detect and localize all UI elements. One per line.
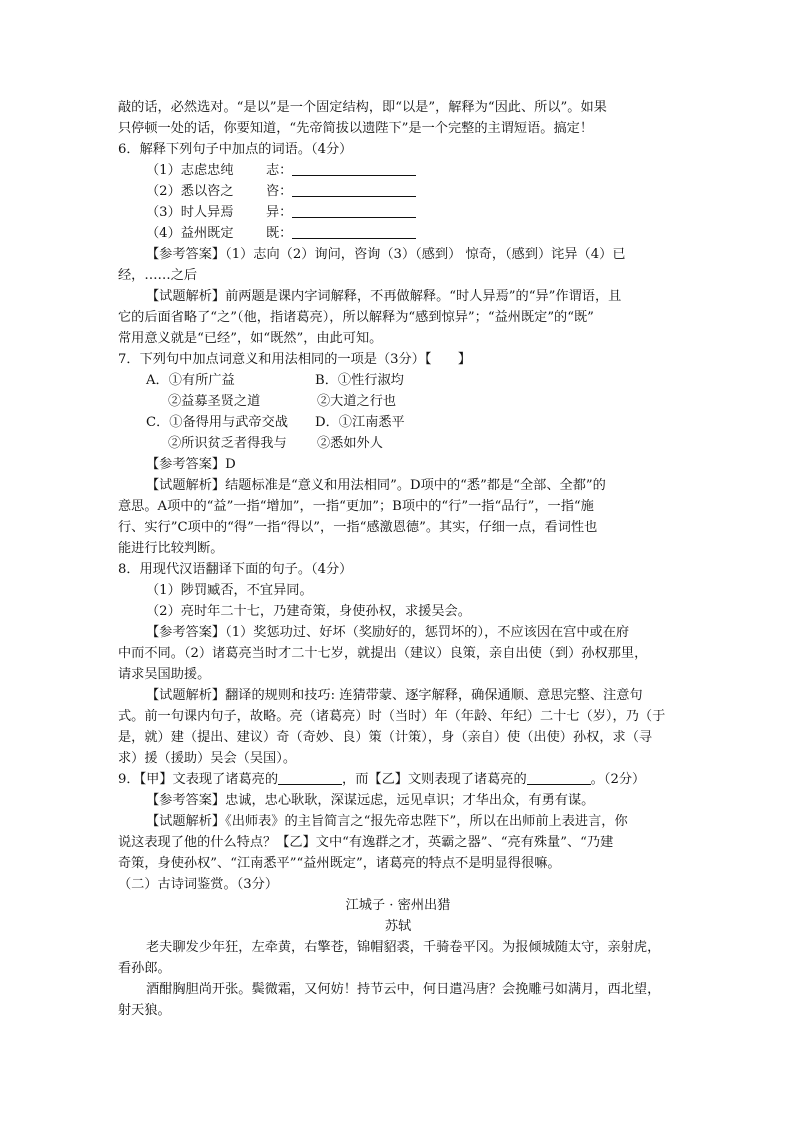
q7-options-row-2 xyxy=(118,391,678,412)
q6-item-text: （2）悉以咨之 xyxy=(146,184,234,199)
q6-item-2 xyxy=(118,181,678,202)
q6-item-text: （4）益州既定 xyxy=(146,226,234,241)
q6-answer-line-2: 经，……之后 xyxy=(118,268,198,283)
q8-analysis-line-2: 式。前一句课内句子，故略。亮（诸葛亮）时（当时）年（年龄、年纪）二十七（岁），乃（于 xyxy=(118,709,666,724)
q7-option-c1: C．①备得用与武帝交战 xyxy=(146,415,288,430)
q9-title xyxy=(118,769,678,790)
q6-item-key: 既： xyxy=(266,226,293,241)
q7-answer: 【参考答案】D xyxy=(146,457,236,472)
q7-analysis-line-4: 能进行比较判断。 xyxy=(118,541,224,556)
q6-item-key: 志： xyxy=(266,163,293,178)
q7-analysis-line-2: 意思。A项中的“益”一指“增加”，一指“更加”；B项中的“行”一指“品行”，一指“施 xyxy=(118,499,594,514)
document-page xyxy=(118,97,678,1021)
section-2-title: （二）古诗词鉴赏。（3分） xyxy=(118,877,279,892)
intro-line-1: 敲的话，必然选对。“是以”是一个固定结构，即“以是”，解释为“因此、所以”。如果 xyxy=(118,100,607,115)
q7-option-a1: A．①有所广益 xyxy=(146,373,235,388)
q8-sentence-1: （1）陟罚臧否，不宜异同。 xyxy=(146,583,313,598)
q8-analysis-line-4: 求）援（援助）吴会（吴国）。 xyxy=(118,751,297,766)
q9-blank-2[interactable] xyxy=(527,770,591,785)
q9-answer: 【参考答案】忠诚，忠心耿耿，深谋远虑，远见卓识；才华出众，有勇有谋。 xyxy=(146,793,595,808)
q8-sentence-2: （2）亮时年二十七，乃建奇策，身使孙权，求援吴会。 xyxy=(146,604,471,619)
q6-answer-blank[interactable] xyxy=(292,203,416,218)
q6-item-3 xyxy=(118,202,678,223)
q7-option-b1: B．①性行淑均 xyxy=(315,373,404,388)
intro-line-2: 只停顿一处的话，你要知道，“先帝简拔以遗陛下”是一个完整的主谓短语。搞定！ xyxy=(118,121,594,136)
q8-answer-line-1: 【参考答案】（1）奖惩功过、好坏（奖励好的，惩罚坏的），不应该因在宫中或在府 xyxy=(146,625,630,640)
q7-option-d2: ②悉如外人 xyxy=(317,436,383,451)
q6-answer-blank[interactable] xyxy=(292,182,416,197)
q7-option-d1: D．①江南悉平 xyxy=(315,415,405,430)
poem-stanza-1-line-1: 老夫聊发少年狂，左牵黄，右擎苍，锦帽貂裘，千骑卷平冈。为报倾城随太守，亲射虎， xyxy=(146,940,661,955)
q9-analysis-line-3: 奇策，身使孙权”、“江南悉平”“益州既定”，诸葛亮的特点不是明显得很嘛。 xyxy=(118,856,561,871)
poem-stanza-1-line-2: 看孙郎。 xyxy=(118,961,171,976)
q9-title-part-3: 。（2分） xyxy=(590,772,646,787)
q7-option-c2: ②所识贫乏者得我与 xyxy=(168,436,287,451)
q6-item-4 xyxy=(118,223,678,244)
q6-analysis-line-3: 常用意义就是“已经”，如“既然”，由此可知。 xyxy=(118,331,383,346)
q8-title: 8．用现代汉语翻译下面的句子。（4分） xyxy=(118,562,353,577)
q6-title: 6．解释下列句子中加点的词语。（4分） xyxy=(118,142,353,157)
poem-stanza-2-line-1: 酒酣胸胆尚开张。鬓微霜，又何妨！持节云中，何日遣冯唐？会挽雕弓如满月，西北望， xyxy=(146,982,661,997)
q7-analysis-line-3: 行、实行”C项中的“得”一指“得以”，一指“感激恩德”。其实，仔细一点，看词性也 xyxy=(118,520,598,535)
q6-item-text: （3）时人异焉 xyxy=(146,205,234,220)
q8-answer-line-2: 中而不同。（2）诸葛亮当时才二十七岁，就提出（建议）良策，亲自出使（到）孙权那里， xyxy=(118,646,648,661)
q6-item-text: （1）志虑忠纯 xyxy=(146,163,234,178)
poem-stanza-2-line-2: 射天狼。 xyxy=(118,1003,171,1018)
q9-analysis-line-2: 说这表现了他的什么特点？【乙】文中“有逸群之才，英霸之器”、“亮有殊量”、“乃建 xyxy=(118,835,614,850)
q6-analysis-line-1: 【试题解析】前两题是课内字词解释，不再做解释。“时人异焉”的“异”作谓语，且 xyxy=(146,289,622,304)
q7-option-b2: ②大道之行也 xyxy=(317,394,397,409)
q6-analysis-line-2: 它的后面省略了“之”（他，指诸葛亮），所以解释为“感到惊异”；“益州既定”的“既” xyxy=(118,310,594,325)
poem-title: 江城子 · 密州出猎 xyxy=(345,898,451,913)
q7-options-row-1 xyxy=(118,370,678,391)
q9-analysis-line-1: 【试题解析】《出师表》的主旨简言之“报先帝忠陛下”，所以在出师前上表进言，你 xyxy=(146,814,628,829)
q6-item-key: 咨： xyxy=(266,184,293,199)
q6-item-key: 异： xyxy=(266,205,293,220)
q9-title-part-1: 9．【甲】文表现了诸葛亮的 xyxy=(118,772,279,787)
q6-item-1 xyxy=(118,160,678,181)
q6-answer-blank[interactable] xyxy=(292,161,416,176)
q7-analysis-line-1: 【试题解析】结题标准是“意义和用法相同”。D项中的“悉”都是“全部、全都”的 xyxy=(146,478,606,493)
q7-options-row-3 xyxy=(118,412,678,433)
q7-option-a2: ②益募圣贤之道 xyxy=(168,394,261,409)
q9-title-part-2: ，而【乙】文则表现了诸葛亮的 xyxy=(342,772,527,787)
poem-author: 苏轼 xyxy=(384,919,412,934)
q6-answer-blank[interactable] xyxy=(292,224,416,239)
q9-blank-1[interactable] xyxy=(278,770,342,785)
q6-answer-line-1: 【参考答案】（1）志向（2）询问，咨询（3）（感到） 惊奇，（感到）诧异（4）已 xyxy=(146,247,626,262)
q8-answer-line-3: 请求吴国助援。 xyxy=(118,667,211,682)
q7-title: 7．下列句中加点词意义和用法相同的一项是（3分）【 】 xyxy=(118,352,472,367)
q8-analysis-line-1: 【试题解析】翻译的规则和技巧: 连猜带蒙、逐字解释，确保通顺、意思完整、注意句 xyxy=(146,688,643,703)
q7-options-row-4 xyxy=(118,433,678,454)
q8-analysis-line-3: 是，就）建（提出、建议）奇（奇妙、良）策（计策），身（亲自）使（出使）孙权，求（寻 xyxy=(118,730,653,745)
